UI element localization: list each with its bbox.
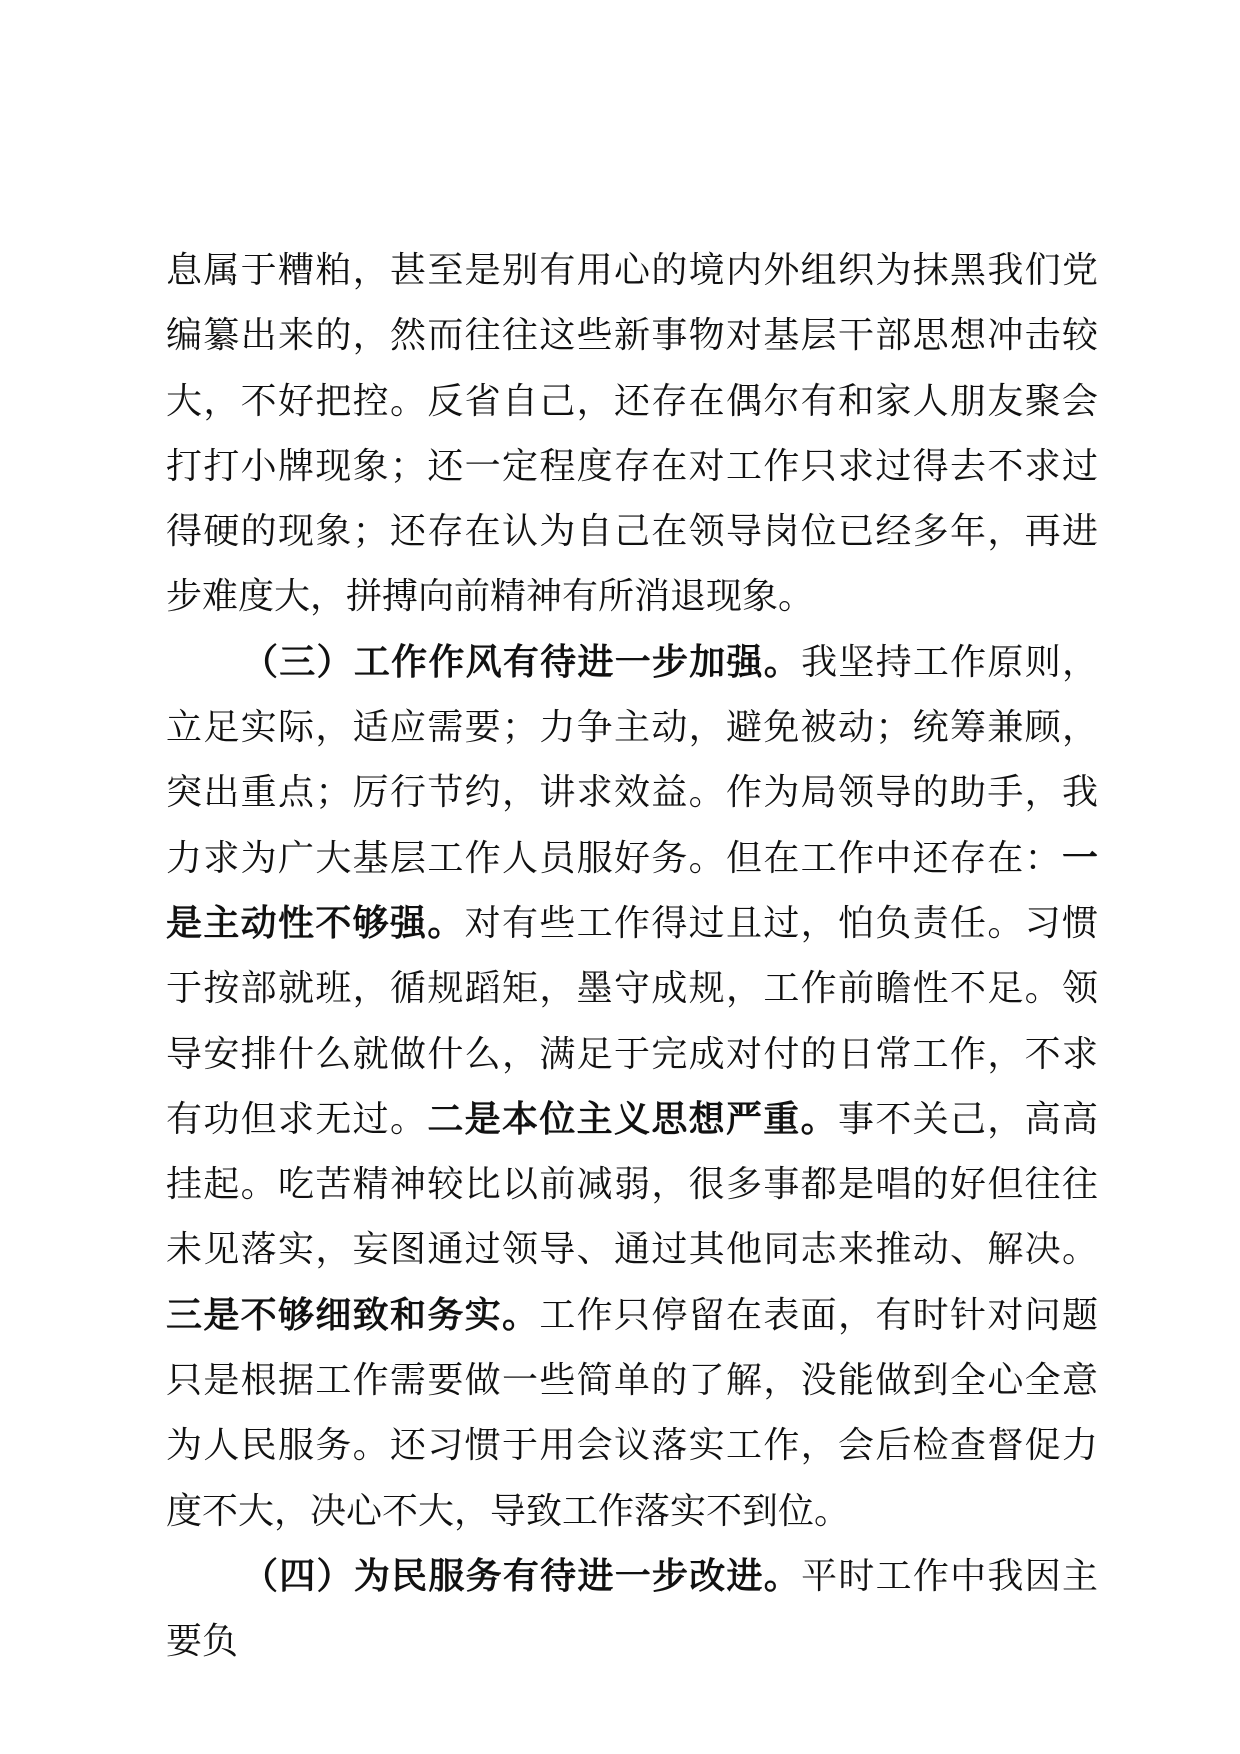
paragraph-text: 对有些工作得过且过，怕负责任。习惯于按部就班，循规蹈矩，墨守成规，工作前瞻性不足。领导安排什么就做什么，满足于完成对付的日常工作，不求有功但求无过。	[166, 902, 1098, 1140]
document-body	[166, 238, 1098, 1675]
paragraph-text: 工作只停留在表面，有时针对问题只是根据工作需要做一些简单的了解，没能做到全心全意为人民服务。还习惯于用会议落实工作，会后检查督促力度不大，决心不大，导致工作落实不到位。	[166, 1294, 1098, 1532]
section-heading-four: （四）为民服务有待进一步改进。	[242, 1555, 802, 1597]
paragraph-text: 事不关己，高高挂起。吃苦精神较比以前减弱，很多事都是唱的好但往往未见落实，妄图通过领导、通过其他同志来推动、解决。	[166, 1098, 1098, 1271]
point-heading-three: 三是不够细致和务实。	[166, 1294, 540, 1336]
paragraph-text: 平时工作中我因主要负	[166, 1555, 1098, 1663]
paragraph-text: 息属于糟粕，甚至是别有用心的境内外组织为抹黑我们党编纂出来的，然而往往这些新事物对基层干部思想冲击较大，不好把控。反省自己，还存在偶尔有和家人朋友聚会打打小牌现象；还一定程度存在对工作只求过得去不求过得硬的现象；还存在认为自己在领导岗位已经多年，再进步难度大，拼搏向前精神有所消退现象。	[166, 250, 1098, 618]
paragraph-section-four	[166, 1544, 1098, 1675]
section-heading-three: （三）工作作风有待进一步加强。	[242, 641, 802, 683]
paragraph-text: 我坚持工作原则，立足实际，适应需要；力争主动，避免被动；统筹兼顾，突出重点；厉行节约，讲求效益。作为局领导的助手，我力求为广大基层工作人员服好务。但在工作中还存在：	[166, 641, 1098, 879]
paragraph-section-three	[166, 630, 1098, 1544]
point-heading-two: 二是本位主义思想严重。	[427, 1098, 838, 1140]
point-heading-one: 一是主动性不够强。	[166, 837, 1098, 944]
paragraph-continuation	[166, 238, 1098, 630]
